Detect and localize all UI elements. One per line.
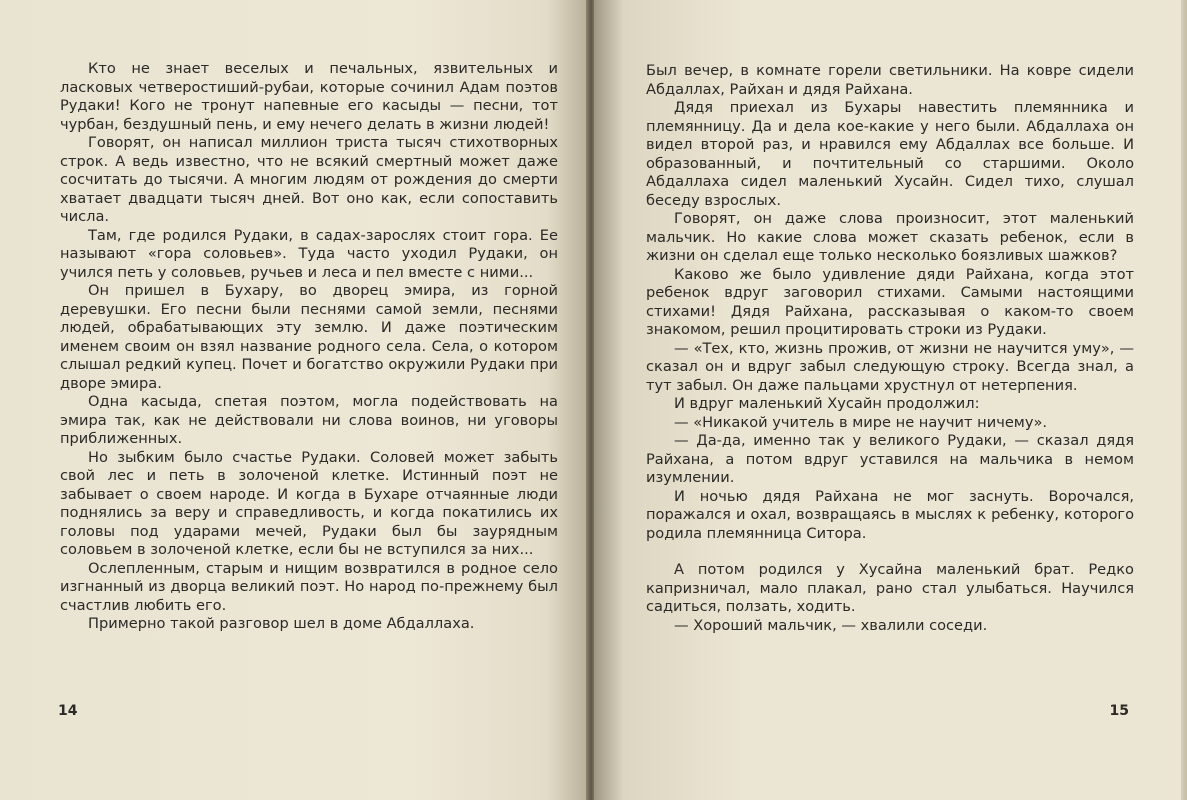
left-paragraph-8: Примерно такой разговор шел в доме Абдаллаха.	[88, 615, 475, 632]
left-paragraph-2: Говорят, он написал миллион триста тысяч стихотворных строк. А ведь известно, что не всякий смертный может даже сосчитать до тысячи. А многим людям от рождения до смерти хватает двадцати тысяч дней. Вот оно как, если сопоставить числа.	[60, 134, 558, 225]
left-paragraph-6: Но зыбким было счастье Рудаки. Соловей может забыть свой лес и петь в золоченой клетке. Истинный поэт не забывает о своем народе. И когда в Бухаре отчаянные люди поднялись за веру и справедливость, и когда покатились их головы под ударами мечей, Рудаки был бы заурядным соловьем в золоченой клетке, если бы не вступился за них...	[60, 448, 558, 558]
left-paragraph-1: Кто не знает веселых и печальных, язвительных и ласковых четверостиший-рубаи, которые сочинил Адам поэтов Рудаки! Кого не тронут напевные его касыды — песни, тот чурбан, бездушный пень, и ему нечего делать в жизни людей!	[60, 60, 558, 133]
right-paragraph-6: И вдруг маленький Хусайн продолжил:	[674, 395, 980, 412]
right-paragraph-1: Был вечер, в комнате горели светильники. На ковре сидели Абдаллах, Райхан и дядя Райхана.	[646, 62, 1134, 98]
left-page	[0, 0, 588, 800]
left-paragraph-3: Там, где родился Рудаки, в садах-зарослях стоит гора. Ее называют «гора соловьев». Туда часто уходил Рудаки, он учился петь у соловьев, ручьев и леса и пел вместе с ними...	[60, 226, 558, 281]
right-paragraph-8: — Да-да, именно так у великого Рудаки, — сказал дядя Райхана, а потом вдруг уставился на мальчика в немом изумлении.	[646, 432, 1134, 486]
right-paragraph-11: — Хороший мальчик, — хвалили соседи.	[674, 616, 988, 634]
right-paragraph-2: Дядя приехал из Бухары навестить племянника и племянницу. Да и дела кое-какие у него были. Абдаллаха он видел второй раз, и нравился ему Абдаллах все больше. И образованный, и почтительный со старшими. Около Абдаллаха сидел маленький Хусайн. Сидел тихо, слушал беседу взрослых.	[646, 99, 1134, 209]
page-number-left: 14	[58, 702, 78, 719]
right-paragraph-9: И ночью дядя Райхана не мог заснуть. Ворочался, поражался и охал, возвращаясь в мыслях к ребенку, которого родила племянница Ситора.	[646, 487, 1134, 542]
page-number-right: 15	[1109, 702, 1129, 719]
right-paragraph-7: — «Никакой учитель в мире не научит ничему».	[674, 413, 1048, 431]
left-paragraph-4: Он пришел в Бухару, во дворец эмира, из горной деревушки. Его песни были песнями самой земли, песнями людей, обрабатывающих эту землю. И даже поэтическим именем своим он взял название родного села. Села, о котором слышал редкий купец. Почет и богатство окружили Рудаки при дворе эмира.	[60, 282, 558, 392]
right-paragraph-5: — «Тех, кто, жизнь прожив, от жизни не научится уму», — сказал он и вдруг забыл следующую строку. Всегда знал, а тут забыл. Он даже пальцами хрустнул от нетерпения.	[646, 339, 1134, 394]
left-paragraph-5: Одна касыда, спетая поэтом, могла подействовать на эмира так, как не действовали ни слова воинов, ни уговоры приближенных.	[60, 393, 558, 447]
page-edge	[1181, 0, 1187, 800]
right-page	[594, 0, 1187, 800]
left-paragraph-7: Ослепленным, старым и нищим возвратился в родное село изгнанный из дворца великий поэт. Но народ по-прежнему был счастлив любить его.	[60, 559, 558, 614]
right-paragraph-4: Каково же было удивление дяди Райхана, когда этот ребенок вдруг заговорил стихами. Самыми настоящими стихами! Дядя Райхана, рассказывая о каком-то своем знакомом, решил процитировать строки из Рудаки.	[646, 265, 1134, 338]
right-paragraph-10: А потом родился у Хусайна маленький брат. Редко капризничал, мало плакал, рано стал улыбаться. Научился садиться, ползать, ходить.	[646, 561, 1134, 615]
right-paragraph-3: Говорят, он даже слова произносит, этот маленький мальчик. Но какие слова может сказать ребенок, если в жизни он сделал еще только несколько боязливых шажков?	[646, 210, 1134, 264]
